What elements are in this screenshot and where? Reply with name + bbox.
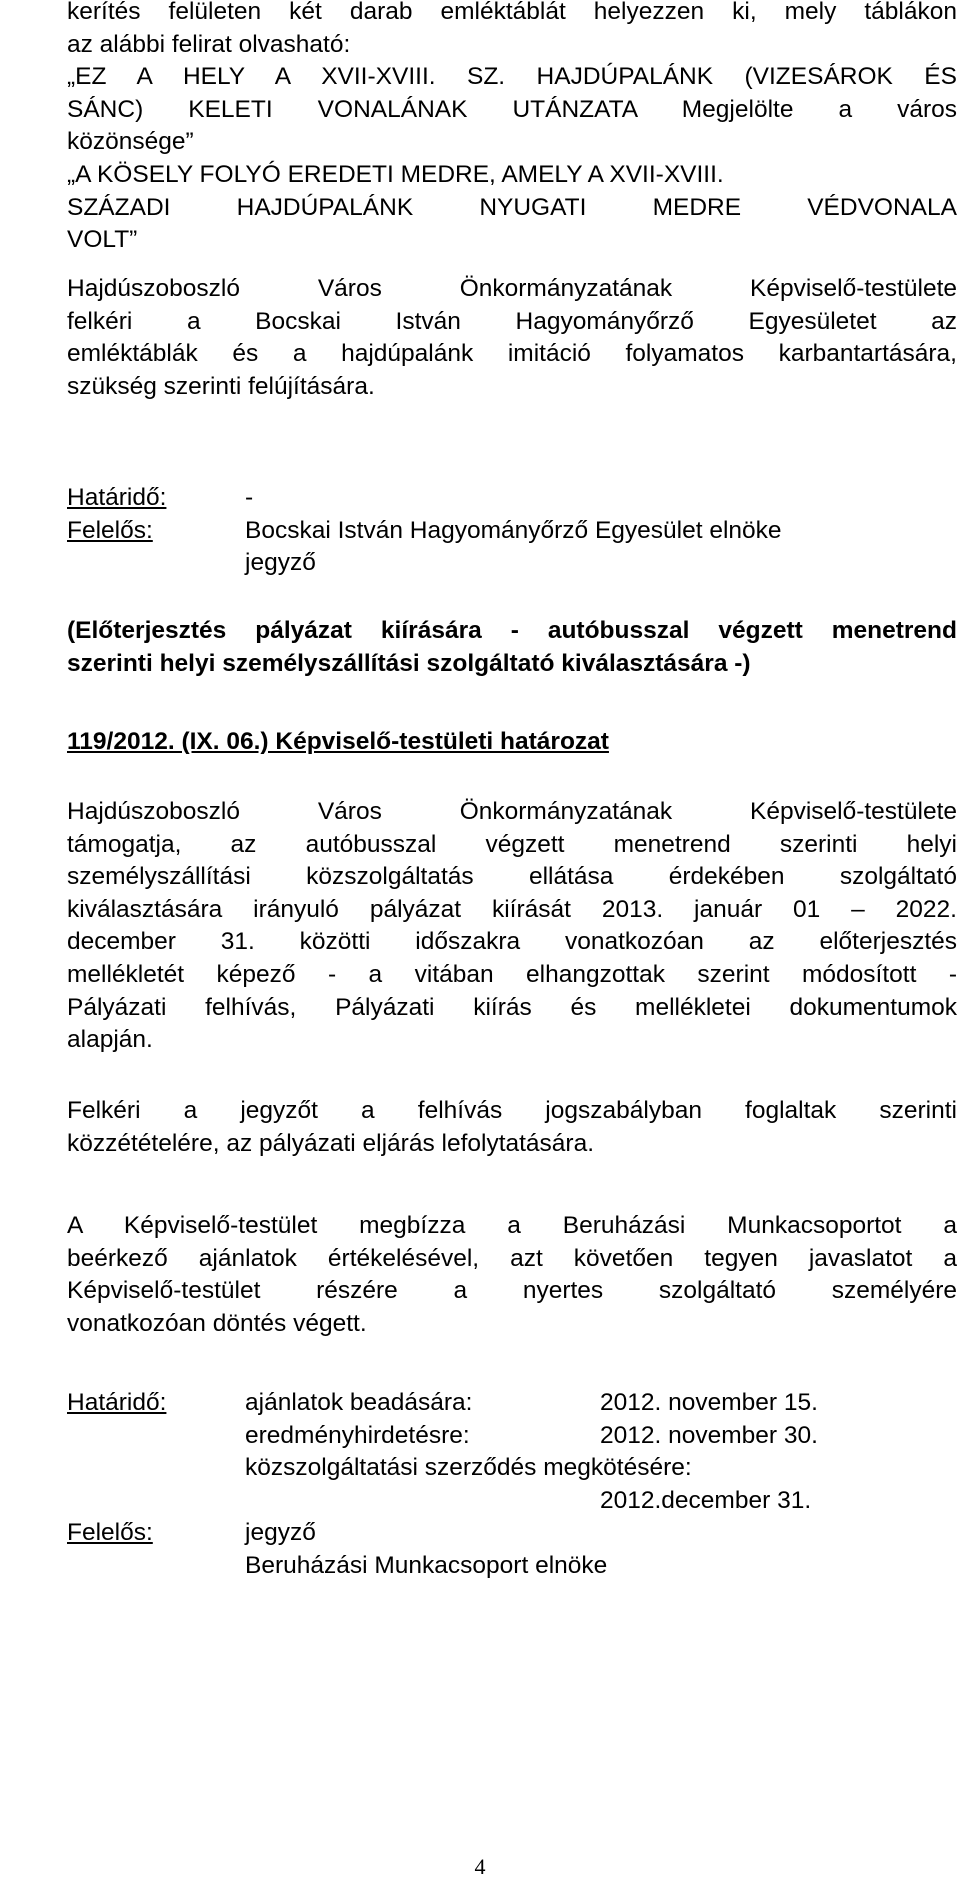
page-number: 4 bbox=[474, 1854, 486, 1879]
text-line: Felkéri a jegyzőt a felhívás jogszabályban foglaltak szerinti bbox=[67, 1097, 957, 1124]
proposal-heading bbox=[67, 615, 957, 680]
deadline-block-2 bbox=[67, 1387, 957, 1583]
text-line: szükség szerinti felújítására. bbox=[67, 372, 375, 400]
text-line: Képviselő-testület részére a nyertes szolgáltató személyére bbox=[67, 1277, 957, 1305]
inscription-2 bbox=[67, 159, 957, 257]
text-line: (Előterjesztés pályázat kiírására - autóbusszal végzett menetrend bbox=[67, 617, 957, 644]
deadline-date: 2012. november 15. bbox=[600, 1389, 818, 1416]
resolution-title: 119/2012. (IX. 06.) Képviselő-testületi határozat bbox=[67, 728, 609, 755]
text-line: alapján. bbox=[67, 1026, 153, 1054]
text-line: SZÁZADI HAJDÚPALÁNK NYUGATI MEDRE VÉDVONALA bbox=[67, 193, 957, 221]
intro-paragraph bbox=[67, 0, 957, 61]
text-line: Hajdúszoboszló Város Önkormányzatának Képviselő-testülete bbox=[67, 798, 957, 825]
text-line: beérkező ajánlatok értékelésével, azt követően tegyen javaslatot a bbox=[67, 1244, 957, 1272]
text-line: „A KÖSELY FOLYÓ EREDETI MEDRE, AMELY A XVII-XVIII. bbox=[67, 161, 724, 188]
responsible-value: jegyző bbox=[245, 1519, 316, 1547]
text-line: szerinti helyi személyszállítási szolgáltató kiválasztására -) bbox=[67, 649, 751, 677]
text-line: mellékletét képező - a vitában elhangzottak szerint módosított - bbox=[67, 960, 957, 988]
text-line: „EZ A HELY A XVII-XVIII. SZ. HAJDÚPALÁNK (VIZESÁROK ÉS bbox=[67, 63, 957, 90]
text-line: személyszállítási közszolgáltatás ellátása érdekében szolgáltató bbox=[67, 863, 957, 891]
text-line: kerítés felületen két darab emléktáblát helyezzen ki, mely táblákon bbox=[67, 0, 957, 25]
text-line: Pályázati felhívás, Pályázati kiírás és mellékletei dokumentumok bbox=[67, 993, 957, 1021]
text-line: közzétételére, az pályázati eljárás lefolytatására. bbox=[67, 1129, 595, 1157]
text-line: kiválasztására irányuló pályázat kiírását 2013. január 01 – 2022. bbox=[67, 895, 957, 923]
deadline-item: eredményhirdetésre: bbox=[245, 1421, 470, 1449]
text-line: vonatkozóan döntés végett. bbox=[67, 1309, 367, 1337]
maintenance-paragraph bbox=[67, 273, 957, 403]
inscription-1 bbox=[67, 61, 957, 159]
text-line: közönsége” bbox=[67, 128, 194, 156]
text-line: emléktáblák és a hajdúpalánk imitáció folyamatos karbantartására, bbox=[67, 340, 957, 368]
responsible-label: Felelős: bbox=[67, 516, 153, 544]
deadline-item: közszolgáltatási szerződés megkötésére: bbox=[245, 1454, 692, 1482]
deadline-item: ajánlatok beadására: bbox=[245, 1389, 473, 1416]
deadline-block-1 bbox=[67, 482, 957, 580]
text-line: VOLT” bbox=[67, 226, 138, 254]
responsible-value: Bocskai István Hagyományőrző Egyesület elnöke bbox=[245, 516, 782, 544]
responsible-value: Beruházási Munkacsoport elnöke bbox=[245, 1551, 608, 1579]
responsible-label: Felelős: bbox=[67, 1519, 153, 1547]
text-line: Hajdúszoboszló Város Önkormányzatának Képviselő-testülete bbox=[67, 275, 957, 302]
text-line: december 31. közötti időszakra vonatkozóan az előterjesztés bbox=[67, 928, 957, 956]
text-line: A Képviselő-testület megbízza a Beruházási Munkacsoportot a bbox=[67, 1212, 957, 1239]
deadline-date: 2012. november 30. bbox=[600, 1421, 818, 1449]
support-paragraph bbox=[67, 796, 957, 1057]
deadline-label: Határidő: bbox=[67, 1389, 167, 1416]
text-line: SÁNC) KELETI VONALÁNAK UTÁNZATA Megjelölte a város bbox=[67, 95, 957, 123]
deadline-date: 2012.december 31. bbox=[600, 1486, 812, 1514]
text-line: támogatja, az autóbusszal végzett menetrend szerinti helyi bbox=[67, 830, 957, 858]
notary-paragraph bbox=[67, 1095, 957, 1160]
deadline-label: Határidő: bbox=[67, 484, 167, 511]
working-group-paragraph bbox=[67, 1210, 957, 1340]
responsible-value: jegyző bbox=[245, 549, 316, 577]
text-line: felkéri a Bocskai István Hagyományőrző Egyesületet az bbox=[67, 307, 957, 335]
deadline-value: - bbox=[245, 484, 254, 511]
text-line: az alábbi felirat olvasható: bbox=[67, 30, 351, 58]
